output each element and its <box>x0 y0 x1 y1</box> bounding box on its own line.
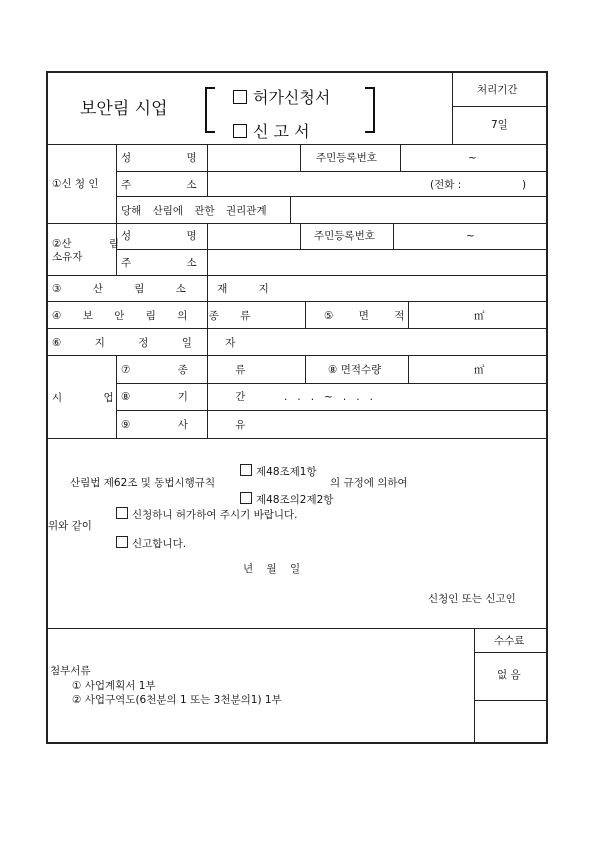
operation-section-label: 시 업 <box>52 392 114 404</box>
owner-name-field[interactable] <box>209 225 299 248</box>
date-line[interactable]: 년 월 일 <box>243 563 301 575</box>
rule-suffix-text: 의 규정에 의하여 <box>330 477 408 489</box>
processing-period-value: 7일 <box>491 119 508 131</box>
rule-option-1 <box>240 464 317 478</box>
attachment-item-2: ② 사업구역도(6천분의 1 또는 3천분의1) 1부 <box>72 694 282 706</box>
forest-location-field[interactable] <box>209 277 545 300</box>
rule1-checkbox[interactable] <box>240 464 252 476</box>
law-text: 산림법 제62조 및 동법시행규칙 <box>70 477 216 489</box>
fee-value: 없 음 <box>497 669 521 681</box>
applicant-name-label: 성 명 <box>121 152 197 164</box>
apply-label: 신청하니 허가하여 주시기 바랍니다. <box>132 509 298 521</box>
owner-resident-sep: ~ <box>466 230 475 242</box>
rule2-label: 제48조의2제2항 <box>256 494 334 506</box>
owner-resident-label: 주민등록번호 <box>314 230 375 242</box>
operation-quantity-field[interactable] <box>410 357 545 382</box>
operation-reason-label: ⑨ 사 유 <box>121 419 246 431</box>
rule1-label: 제48조제1항 <box>256 466 317 478</box>
forest-area-field[interactable] <box>410 303 545 327</box>
applicant-relation-label: 당해 산림에 관한 권리관계 <box>121 205 267 217</box>
applicant-name-field[interactable] <box>209 146 299 170</box>
owner-section-label-2: 소유자 <box>52 251 83 263</box>
designation-date-field[interactable] <box>209 330 545 354</box>
applicant-resident-field[interactable] <box>402 146 545 170</box>
report-statement-option <box>116 536 186 550</box>
as-above-text: 위와 같이 <box>48 520 92 532</box>
report-checkbox[interactable] <box>233 124 247 138</box>
rule2-checkbox[interactable] <box>240 492 252 504</box>
forest-location-label: ③ 산 림 소 재 지 <box>52 283 283 295</box>
attachments-title: 첨부서류 <box>50 665 91 677</box>
applicant-resident-label: 주민등록번호 <box>316 152 377 164</box>
report-statement-label: 신고합니다. <box>132 538 187 550</box>
designation-date-label: ⑥ 지 정 일 자 <box>52 337 236 349</box>
operation-period-value[interactable]: . . . ~ . . . <box>284 391 373 403</box>
owner-resident-field[interactable] <box>395 225 545 248</box>
applicant-phone-close: ) <box>522 179 527 191</box>
attachment-item-1: ① 사업계획서 1부 <box>72 680 156 692</box>
rule-option-2 <box>240 492 333 506</box>
apply-option <box>116 507 298 521</box>
permit-label: 허가신청서 <box>253 88 331 107</box>
operation-kind-label: ⑦ 종 류 <box>121 364 246 376</box>
applicant-relation-field[interactable] <box>292 198 545 222</box>
left-bracket <box>205 87 215 133</box>
permit-option <box>233 85 330 108</box>
forest-type-label: ④ 보 안 림 의 종 류 <box>52 310 260 322</box>
signer-label: 신청인 또는 신고인 <box>428 593 516 605</box>
form-title: 보안림 시업 <box>80 99 168 119</box>
applicant-address-field[interactable] <box>209 173 545 195</box>
apply-checkbox[interactable] <box>116 507 128 519</box>
applicant-address-label: 주 소 <box>121 179 197 191</box>
processing-period-label: 처리기간 <box>477 84 518 96</box>
owner-address-label: 주 소 <box>121 257 197 269</box>
operation-reason-field[interactable] <box>209 412 545 437</box>
operation-quantity-unit: ㎡ <box>474 364 485 376</box>
report-statement-checkbox[interactable] <box>116 536 128 548</box>
fee-label: 수수료 <box>494 635 525 647</box>
applicant-phone-label: (전화 : <box>430 179 462 191</box>
permit-checkbox[interactable] <box>233 90 247 104</box>
report-label: 신 고 서 <box>253 122 310 141</box>
owner-address-field[interactable] <box>209 251 545 274</box>
operation-quantity-label: ⑧ 면적수량 <box>328 364 382 376</box>
forest-area-label: ⑤ 면 적 <box>324 310 405 322</box>
report-option <box>233 119 310 142</box>
right-bracket <box>365 87 375 133</box>
owner-name-label: 성 명 <box>121 230 197 242</box>
operation-kind-field[interactable] <box>209 357 304 382</box>
operation-period-label: ⑧ 기 간 <box>121 391 246 403</box>
applicant-section-label: ①신 청 인 <box>52 178 99 190</box>
owner-section-label: ②산 림 <box>52 238 120 250</box>
forest-type-field[interactable] <box>209 303 304 327</box>
forest-area-unit: ㎡ <box>474 310 485 322</box>
applicant-resident-sep: ~ <box>468 152 477 164</box>
